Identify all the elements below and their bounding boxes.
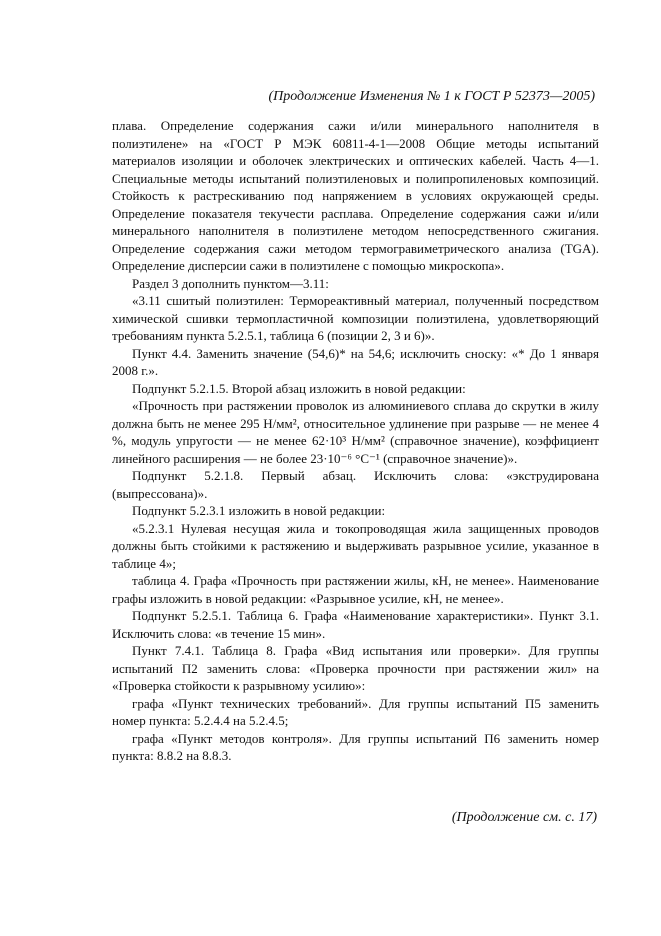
paragraph: Подпункт 5.2.3.1 изложить в новой редакции:	[132, 503, 386, 518]
paragraph: таблица 4. Графа «Прочность при растяжении жилы, кН, не менее». Наименование графы изложить в новой редакции: «Разрывное усилие, кН, не менее».	[112, 573, 599, 606]
paragraph: «5.2.3.1 Нулевая несущая жила и токопроводящая жила защищенных проводов должны быть стойкими к растяжению и выдерживать разрывное усилие, указанное в таблице 4»;	[112, 520, 599, 571]
paragraph: Раздел 3 дополнить пунктом—3.11:	[132, 275, 329, 291]
paragraph: графа «Пункт технических требований». Для группы испытаний П5 заменить номер пункта: 5.2.4.4 на 5.2.4.5;	[112, 695, 599, 728]
page-header: (Продолжение Изменения № 1 к ГОСТ Р 52373—2005)	[268, 89, 595, 104]
paragraph: Подпункт 5.2.1.5. Второй абзац изложить в новой редакции:	[132, 380, 466, 396]
paragraph: Пункт 7.4.1. Таблица 8. Графа «Вид испытания или проверки». Для группы испытаний П2 заменить слова: «Проверка прочности при растяжении жил» на «Проверка стойкости к разрывному усилию»:	[112, 643, 599, 693]
paragraph: Подпункт 5.2.5.1. Таблица 6. Графа «Наименование характеристики». Пункт 3.1. Исключить слова: «в течение 15 мин».	[112, 608, 599, 641]
paragraph: «3.11 сшитый полиэтилен: Термореактивный материал, полученный посредством химической сшивки термопластичной композиции полиэтилена, удовлетворяющий требованиям пункта 5.2.5.1, таблица 6 (позиции 2, 3 и 6)».	[112, 293, 599, 343]
paragraph: «Прочность при растяжении проволок из алюминиевого сплава до скрутки в жилу должна быть не менее 295 Н/мм², относительное удлинение при разрыве — не менее 4 %, модуль упругости — не менее 62·10³ Н/мм² (справочное значение), коэффициент линейного расширения — не более 23·10⁻⁶ °С⁻¹ (справочное значение)».	[112, 398, 599, 466]
paragraph: плава. Определение содержания сажи и/или минерального наполнителя в полиэтилене» на «ГОСТ Р МЭК 60811-4-1—2008 Общие методы испытаний материалов изоляции и оболочек электрических и оптических кабелей. Часть 4—1. Специальные методы испытаний полиэтиленовых и полипропиленовых композиций. Стойкость к растрескиванию под напряжением в условиях окружающей среды. Определение показателя текучести расплава. Определение содержания сажи и/или минерального наполнителя в полиэтилене методом непосредственного сжигания. Определение содержания сажи методом термогравиметрического анализа (TGA). Определение дисперсии сажи в полиэтилене с помощью микроскопа».	[112, 118, 599, 273]
document-body	[112, 117, 599, 765]
paragraph: Подпункт 5.2.1.8. Первый абзац. Исключить слова: «экструдирована (выпрессована)».	[112, 468, 599, 501]
paragraph: графа «Пункт методов контроля». Для группы испытаний П6 заменить номер пункта: 8.8.2 на 8.8.3.	[112, 730, 599, 763]
page-footer: (Продолжение см. с. 17)	[451, 810, 597, 825]
paragraph: Пункт 4.4. Заменить значение (54,6)* на 54,6; исключить сноску: «* До 1 января 2008 г.».	[112, 345, 599, 378]
